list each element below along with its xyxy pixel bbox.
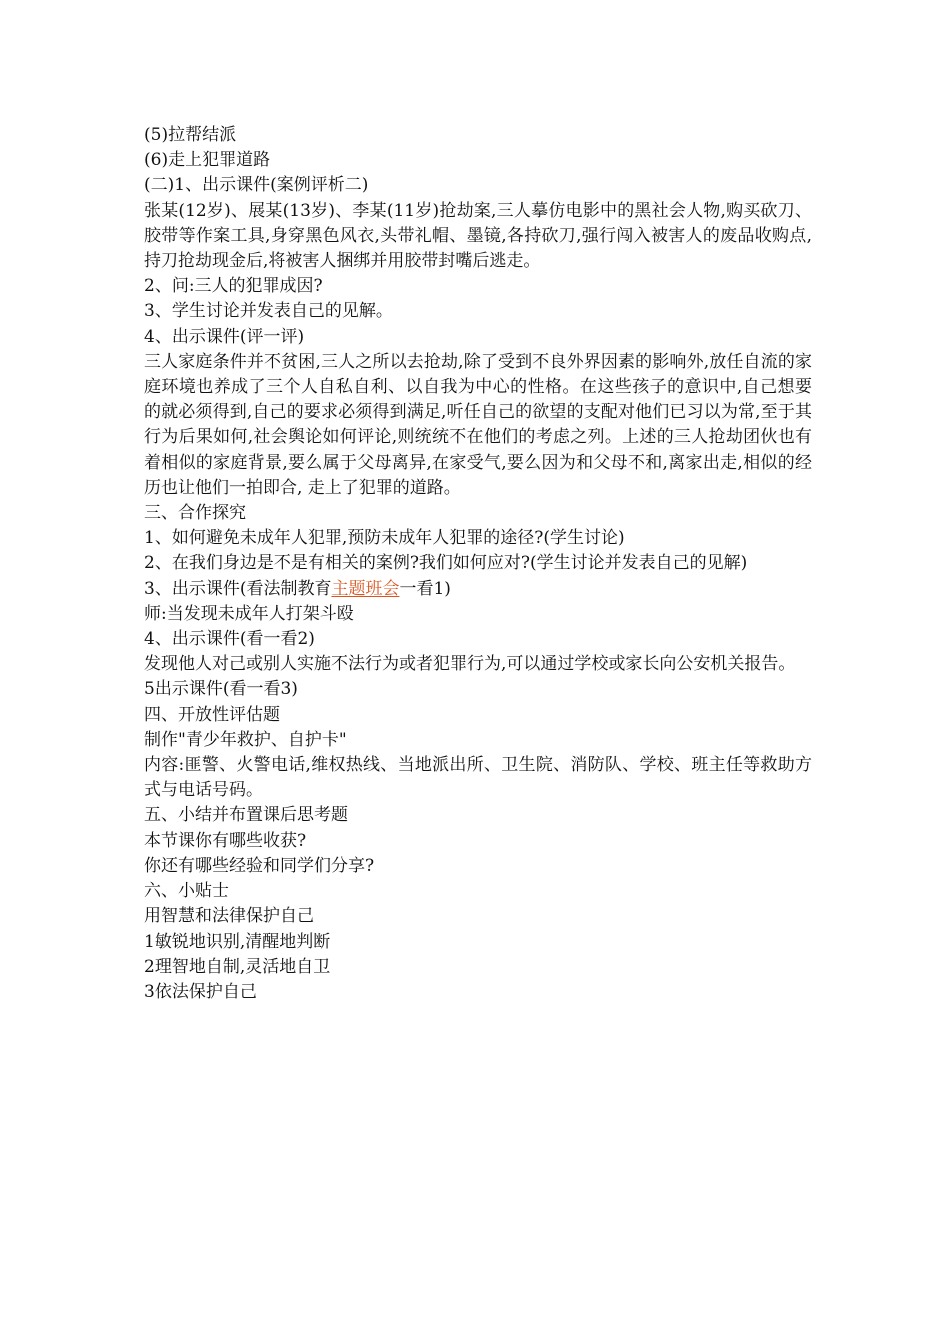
section-step: 1、如何避免未成年人犯罪,预防未成年人犯罪的途径?(学生讨论) (144, 528, 625, 549)
section-step (144, 577, 812, 602)
list-item: (6)走上犯罪道路 (144, 150, 271, 171)
section-heading: 六、小贴士 (144, 881, 229, 902)
analysis-paragraph: 三人家庭条件并不贫困,三人之所以去抢劫,除了受到不良外界因素的影响外,放任自流的家庭环境也养成了三个人自私自利、以自我为中心的性格。在这些孩子的意识中,自己想要的就必须得到,自己的要求必须得到满足,听任自己的欲望的支配对他们已习以为常,至于其行为后果如何,社会舆论如何评论,则统统不在他们的考虑之列。上述的三人抢劫团伙也有着相似的家庭背景,要么属于父母离异,在家受气,要么因为和父母不和,离家出走,相似的经历也让他们一拍即合, 走上了犯罪的道路。 (144, 351, 812, 498)
section-step: 4、出示课件(评一评) (144, 326, 305, 347)
content-paragraph: 内容:匪警、火警电话,维权热线、当地派出所、卫生院、消防队、学校、班主任等救助方式与电话号码。 (144, 755, 812, 801)
section-step: (二)1、出示课件(案例评析二) (144, 175, 369, 196)
case-paragraph: 张某(12岁)、展某(13岁)、李某(11岁)抢劫案,三人摹仿电影中的黑社会人物,购买砍刀、胶带等作案工具,身穿黑色风衣,头带礼帽、墨镜,各持砍刀,强行闯入被害人的废品收购点,持刀抢劫现金后,将被害人捆绑并用胶带封嘴后逃走。 (144, 200, 812, 272)
step-text: 一看1) (399, 578, 451, 599)
list-item: (5)拉帮结派 (144, 125, 237, 145)
section-heading: 四、开放性评估题 (144, 704, 280, 725)
section-heading: 三、合作探究 (144, 503, 246, 524)
section-step: 5出示课件(看一看3) (144, 679, 298, 700)
theme-class-meeting-link[interactable]: 主题班会 (331, 578, 400, 599)
document-body (144, 123, 812, 1005)
tip-item: 2理智地自制,灵活地自卫 (144, 956, 331, 977)
tip-item: 3依法保护自己 (144, 981, 257, 1002)
step-text: 3、出示课件(看法制教育 (144, 578, 332, 599)
section-step: 2、问:三人的犯罪成因? (144, 276, 323, 297)
section-heading: 五、小结并布置课后思考题 (144, 805, 348, 826)
section-step: 师:当发现未成年人打架斗殴 (144, 603, 354, 624)
section-step: 3、学生讨论并发表自己的见解。 (144, 301, 393, 322)
question-line: 本节课你有哪些收获? (144, 830, 307, 851)
tip-title: 用智慧和法律保护自己 (144, 906, 314, 927)
guidance-paragraph: 发现他人对己或别人实施不法行为或者犯罪行为,可以通过学校或家长向公安机关报告。 (144, 654, 796, 675)
tip-item: 1敏锐地识别,清醒地判断 (144, 931, 331, 952)
question-line: 你还有哪些经验和同学们分享? (144, 855, 375, 876)
section-step: 2、在我们身边是不是有相关的案例?我们如何应对?(学生讨论并发表自己的见解) (144, 553, 748, 574)
section-step: 4、出示课件(看一看2) (144, 629, 315, 650)
section-step: 制作"青少年救护、自护卡" (144, 729, 347, 750)
